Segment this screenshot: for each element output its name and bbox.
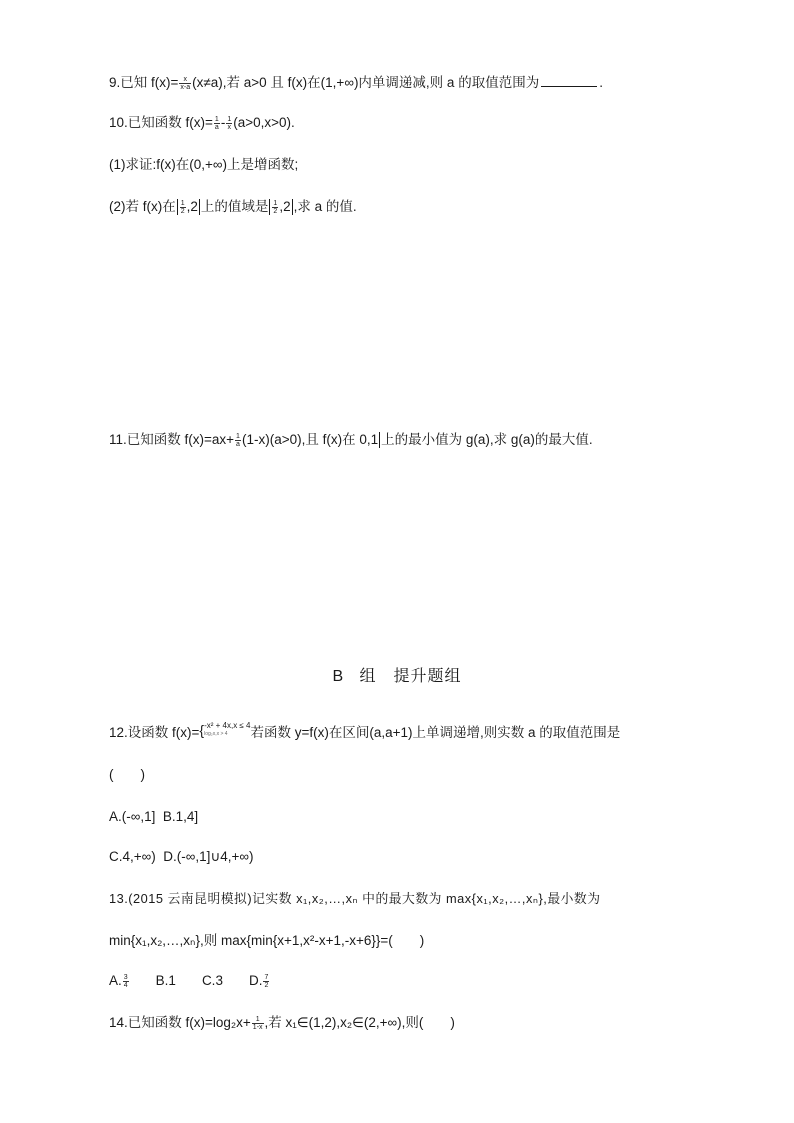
- q9-end: .: [599, 75, 603, 90]
- q14-prefix: 14.已知函数 f(x)=log₂x+: [109, 1015, 251, 1030]
- q12-option-b[interactable]: B.1,4]: [162, 809, 199, 824]
- q9-frac-den: x-a: [180, 83, 191, 91]
- q11-mid: (1-x)(a>0),且 f(x)在: [241, 432, 356, 447]
- q13-option-d-fraction: [263, 974, 269, 989]
- q10-suffix: (a>0,x>0).: [233, 115, 295, 130]
- question-10-part-2: [109, 198, 357, 216]
- q12-option-a[interactable]: A.(-∞,1]: [109, 809, 156, 824]
- q10-part2-a: (2)若 f(x)在: [109, 199, 176, 214]
- q13-option-d-label: D.: [248, 973, 263, 988]
- q12-suffix: 若函数 y=f(x)在区间(a,a+1)上单调递增,则实数 a 的取值范围是: [250, 725, 621, 740]
- q14-fraction: [252, 1016, 264, 1031]
- q13-option-c[interactable]: C.3: [201, 973, 223, 988]
- section-b-title: B 组 提升题组: [332, 668, 462, 685]
- q12-piece-bottom: log₂x,x > 4: [204, 731, 228, 738]
- q10-int2-fraction: [272, 200, 278, 215]
- q13-d-num: 7: [264, 973, 269, 981]
- q12-piecewise: [199, 722, 250, 738]
- q10-int1-fraction: [180, 200, 186, 215]
- q14-suffix: ,若 x₁∈(1,2),x₂∈(2,+∞),则( ): [264, 1015, 455, 1030]
- q12-options-row-1: [109, 808, 198, 826]
- q10-frac1-num: 1: [214, 115, 219, 123]
- q10-dash: -: [220, 115, 226, 130]
- q11-suffix: 上的最小值为 g(a),求 g(a)的最大值.: [381, 432, 593, 447]
- q10-part2-c: ,求 a 的值.: [293, 199, 357, 214]
- q10-fraction-2: [226, 116, 232, 131]
- q11-fraction: [235, 433, 241, 448]
- q10-part2-b: 上的值域是: [200, 199, 269, 214]
- q13-option-a-label: A.: [109, 973, 122, 988]
- q12-answer-paren: ( ): [109, 767, 145, 782]
- q12-option-c[interactable]: C.4,+∞): [109, 849, 156, 864]
- q13-option-b[interactable]: B.1: [155, 973, 176, 988]
- question-9: [109, 72, 603, 92]
- q9-prefix: 9.已知 f(x)=: [109, 75, 179, 90]
- q10-int1-den: 2: [180, 207, 185, 215]
- q13-a-num: 3: [123, 973, 128, 981]
- q10-int1-end: ,2: [186, 199, 198, 214]
- bracket-right: [292, 199, 293, 215]
- q13-a-den: 4: [123, 981, 128, 989]
- q12-piece-top: -x² + 4x,x ≤ 4: [204, 721, 251, 731]
- question-14: [109, 1014, 455, 1032]
- q10-int1-num: 1: [180, 199, 185, 207]
- q14-frac-num: 1: [255, 1015, 260, 1023]
- q10-int2-den: 2: [273, 207, 278, 215]
- q13-d-den: 2: [264, 981, 269, 989]
- q13-option-a-fraction: [123, 974, 129, 989]
- q14-frac-den: 1-x: [252, 1023, 263, 1031]
- bracket-left: [269, 199, 270, 215]
- q10-int2-num: 1: [273, 199, 278, 207]
- question-12: [109, 721, 621, 742]
- q12-options-row-2: [109, 848, 254, 866]
- q9-mid: (x≠a),若 a>0 且 f(x)在(1,+∞)内单调递减,则 a 的取值范围为: [192, 75, 540, 90]
- q10-frac2-den: x: [227, 123, 232, 131]
- q13-option-d[interactable]: [249, 973, 270, 988]
- q12-prefix: 12.设函数 f(x)=: [109, 725, 200, 740]
- q11-prefix: 11.已知函数 f(x)=ax+: [109, 432, 235, 447]
- question-13-line-2: min{x₁,x₂,…,xₙ},则 max{min{x+1,x²-x+1,-x+6}}=( ): [109, 933, 425, 948]
- q11-frac-num: 1: [236, 432, 240, 440]
- q11-frac-den: a: [236, 440, 240, 448]
- q10-fraction-1: [214, 116, 220, 131]
- bracket-right: [199, 199, 200, 215]
- q9-answer-blank[interactable]: [541, 72, 597, 87]
- q12-option-d[interactable]: D.(-∞,1]∪4,+∞): [163, 849, 254, 864]
- q10-prefix: 10.已知函数 f(x)=: [109, 115, 213, 130]
- bracket-left: [177, 199, 178, 215]
- q13-options: [109, 972, 270, 990]
- question-10: [109, 114, 295, 132]
- brace-icon: {: [199, 722, 205, 739]
- q9-fraction: [179, 76, 191, 91]
- q10-frac1-den: a: [214, 123, 219, 131]
- question-11: [109, 431, 593, 449]
- question-10-part-1: (1)求证:f(x)在(0,+∞)上是增函数;: [109, 157, 299, 172]
- question-13-line-1: 13.(2015 云南昆明模拟)记实数 x₁,x₂,…,xₙ 中的最大数为 max{x₁,x₂,…,xₙ},最小数为: [109, 891, 601, 906]
- q10-frac2-num: 1: [227, 115, 232, 123]
- q9-frac-num: x: [183, 75, 187, 83]
- q11-interval: 0,1: [359, 432, 379, 447]
- q13-option-a[interactable]: [109, 973, 130, 988]
- q10-int2-end: ,2: [279, 199, 291, 214]
- bracket-right: [379, 432, 380, 448]
